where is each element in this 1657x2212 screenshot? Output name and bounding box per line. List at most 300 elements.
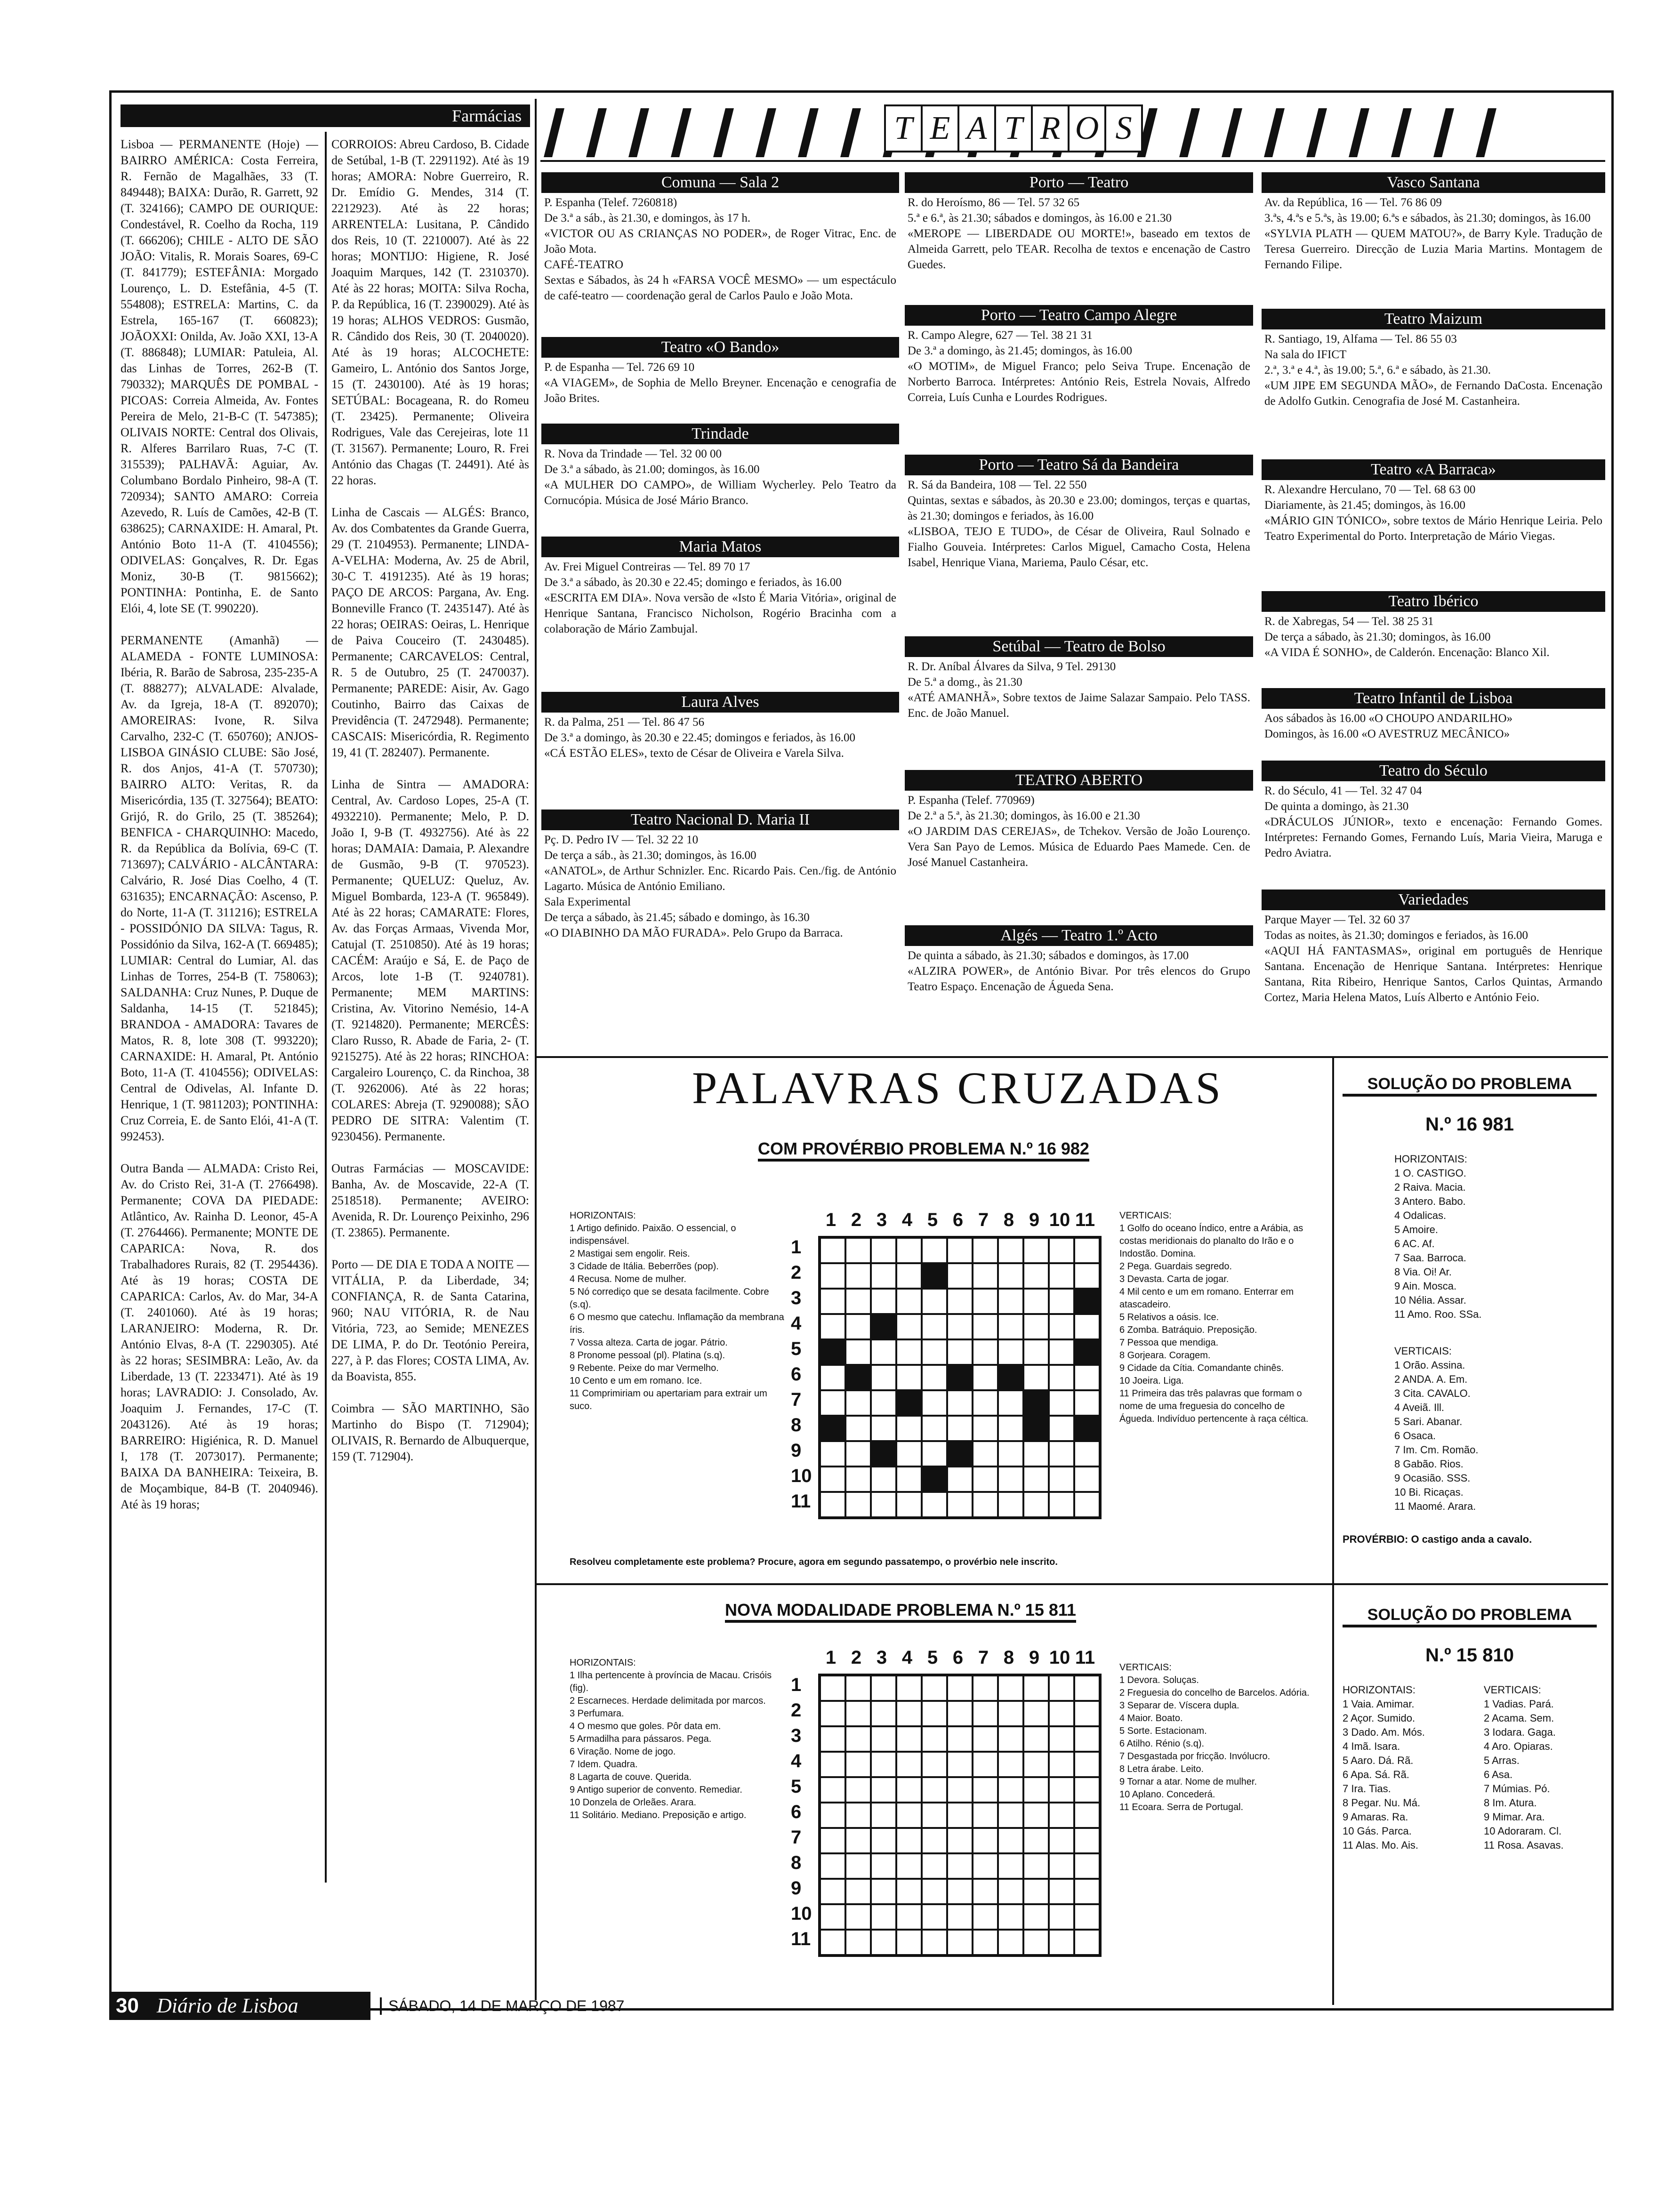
- grid-cell[interactable]: [998, 1752, 1023, 1777]
- grid-cell[interactable]: [1023, 1853, 1049, 1879]
- grid-cell[interactable]: [1074, 1314, 1100, 1339]
- grid-cell[interactable]: [998, 1777, 1023, 1803]
- grid-cell[interactable]: [871, 1339, 896, 1365]
- teatros-title: [884, 104, 1143, 152]
- grid-cell[interactable]: [947, 1930, 973, 1955]
- grid-cell[interactable]: [845, 1675, 871, 1701]
- grid-cell[interactable]: [1049, 1238, 1074, 1263]
- grid-cell[interactable]: [845, 1803, 871, 1828]
- grid-cell[interactable]: [922, 1853, 947, 1879]
- grid-cell[interactable]: [1023, 1339, 1049, 1365]
- grid-cell[interactable]: [871, 1390, 896, 1416]
- grid-cell[interactable]: [1049, 1314, 1074, 1339]
- grid-number: 10: [1049, 1647, 1070, 1668]
- grid-cell[interactable]: [998, 1904, 1023, 1930]
- grid-cell[interactable]: [1074, 1441, 1100, 1467]
- crossword-grid[interactable]: [818, 1236, 1102, 1519]
- grid-cell[interactable]: [820, 1238, 845, 1263]
- grid-cell[interactable]: [845, 1853, 871, 1879]
- grid-cell[interactable]: [1049, 1365, 1074, 1390]
- grid-cell[interactable]: [922, 1701, 947, 1726]
- listing-text: R. Dr. Aníbal Álvares da Silva, 9 Tel. 29130 De 5.ª a domg., às 21.30 «ATÉ AMANHÃ», Sobre textos de Jaime Salazar Sampaio. Pelo TASS. Enc. de João Manuel.: [908, 660, 1250, 720]
- grid-cell[interactable]: [820, 1365, 845, 1390]
- listing-text: Pç. D. Pedro IV — Tel. 32 22 10 De terça a sáb., às 21.30; domingos, às 16.00 «ANATOL», de Arthur Schnizler. Enc. Ricardo Pais. Cen./fig. de António Lagarto. Música de António Emiliano. Sala Experimental De terça a sábado, às 21.45; sábado e domingo, às 16.30 «O DIABINHO DA MÃO FURADA». Pelo Grupo da Barraca.: [544, 834, 896, 939]
- grid-cell[interactable]: [820, 1879, 845, 1904]
- grid-cell[interactable]: [896, 1467, 922, 1492]
- solution-verticals: VERTICAIS: 1 Orão. Assina. 2 ANDA. A. Em. 3 Cita. CAVALO. 4 Aveiã. Ill. 5 Sari. Abanar. 6 Osaca. 7 Im. Cm. Romão. 8 Gabão. Rios. 9 Ocasião. SSS. 10 Bi. Ricaças. 11 Maomé. Arara.: [1394, 1345, 1479, 1512]
- grid-cell[interactable]: [896, 1675, 922, 1701]
- row-numbers: [791, 1675, 812, 1954]
- grid-cell[interactable]: [922, 1904, 947, 1930]
- grid-cell[interactable]: [871, 1289, 896, 1314]
- grid-cell[interactable]: [1023, 1441, 1049, 1467]
- grid-cell[interactable]: [871, 1904, 896, 1930]
- grid-cell[interactable]: [973, 1492, 998, 1517]
- grid-number: 1: [825, 1647, 837, 1668]
- grid-cell[interactable]: [1074, 1675, 1100, 1701]
- grid-cell[interactable]: [1074, 1803, 1100, 1828]
- grid-cell[interactable]: [947, 1416, 973, 1441]
- grid-cell[interactable]: [973, 1289, 998, 1314]
- grid-cell[interactable]: [973, 1238, 998, 1263]
- listing-text: De quinta a sábado, às 21.30; sábados e domingos, às 17.00 «ALZIRA POWER», de António Bivar. Por três elencos do Grupo Teatro Espaço. Encenação de Águeda Sena.: [908, 949, 1250, 993]
- grid-cell[interactable]: [1074, 1416, 1100, 1441]
- grid-cell[interactable]: [871, 1365, 896, 1390]
- grid-number: 8: [791, 1415, 802, 1435]
- grid-cell[interactable]: [1023, 1416, 1049, 1441]
- grid-cell[interactable]: [998, 1853, 1023, 1879]
- grid-cell[interactable]: [820, 1314, 845, 1339]
- grid-cell[interactable]: [922, 1930, 947, 1955]
- listing-text: R. Alexandre Herculano, 70 — Tel. 68 63 00 Diariamente, às 21.45; domingos, às 16.00 «MÁRIO GIN TÓNICO», sobre textos de Mário Henrique Leiria. Pelo Teatro Experimental do Porto. Interpretação de Mário Viegas.: [1264, 483, 1602, 543]
- grid-cell[interactable]: [896, 1701, 922, 1726]
- grid-cell[interactable]: [973, 1339, 998, 1365]
- grid-cell[interactable]: [1074, 1238, 1100, 1263]
- grid-cell[interactable]: [998, 1828, 1023, 1853]
- grid-cell[interactable]: [1023, 1930, 1049, 1955]
- grid-cell[interactable]: [845, 1289, 871, 1314]
- grid-number: 4: [901, 1210, 913, 1230]
- grid-cell[interactable]: [1049, 1289, 1074, 1314]
- grid-cell[interactable]: [1049, 1930, 1074, 1955]
- grid-cell[interactable]: [1049, 1726, 1074, 1752]
- grid-cell[interactable]: [947, 1467, 973, 1492]
- grid-cell[interactable]: [871, 1777, 896, 1803]
- grid-cell[interactable]: [820, 1441, 845, 1467]
- grid-cell[interactable]: [1023, 1263, 1049, 1289]
- grid-cell[interactable]: [1074, 1701, 1100, 1726]
- listing-text: R. do Século, 41 — Tel. 32 47 04 De quinta a domingo, às 21.30 «DRÁCULOS JÚNIOR», texto e encenação: Fernando Gomes. Intérpretes: Fernando Gomes, Fernando Luís, Maria Vieira, Maruga e Pedro Aviatra.: [1264, 785, 1602, 859]
- grid-cell[interactable]: [947, 1365, 973, 1390]
- grid-cell[interactable]: [1074, 1828, 1100, 1853]
- grid-cell[interactable]: [947, 1777, 973, 1803]
- grid-cell[interactable]: [947, 1904, 973, 1930]
- grid-cell[interactable]: [947, 1752, 973, 1777]
- grid-cell[interactable]: [845, 1930, 871, 1955]
- grid-cell[interactable]: [1023, 1803, 1049, 1828]
- grid-cell[interactable]: [922, 1675, 947, 1701]
- listing-header: Porto — Teatro Campo Alegre: [905, 305, 1253, 326]
- grid-cell[interactable]: [973, 1853, 998, 1879]
- grid-cell[interactable]: [1074, 1492, 1100, 1517]
- grid-cell[interactable]: [973, 1752, 998, 1777]
- grid-cell[interactable]: [973, 1701, 998, 1726]
- grid-cell[interactable]: [845, 1828, 871, 1853]
- grid-cell[interactable]: [845, 1904, 871, 1930]
- grid-cell[interactable]: [871, 1752, 896, 1777]
- grid-cell[interactable]: [896, 1238, 922, 1263]
- grid-cell[interactable]: [845, 1879, 871, 1904]
- grid-cell[interactable]: [871, 1726, 896, 1752]
- grid-cell[interactable]: [922, 1777, 947, 1803]
- grid-cell[interactable]: [1074, 1853, 1100, 1879]
- grid-cell[interactable]: [871, 1828, 896, 1853]
- grid-cell[interactable]: [820, 1390, 845, 1416]
- grid-cell[interactable]: [1023, 1777, 1049, 1803]
- grid-cell[interactable]: [1074, 1289, 1100, 1314]
- grid-cell[interactable]: [973, 1390, 998, 1416]
- grid-cell[interactable]: [973, 1930, 998, 1955]
- grid-cell[interactable]: [845, 1339, 871, 1365]
- grid-cell[interactable]: [947, 1879, 973, 1904]
- grid-cell[interactable]: [1049, 1339, 1074, 1365]
- grid-cell[interactable]: [820, 1339, 845, 1365]
- grid-cell[interactable]: [820, 1675, 845, 1701]
- grid-cell[interactable]: [845, 1390, 871, 1416]
- grid-cell[interactable]: [820, 1803, 845, 1828]
- listing-text: P. de Espanha — Tel. 726 69 10 «A VIAGEM», de Sophia de Mello Breyner. Encenação e cenografia de João Brites.: [544, 361, 896, 405]
- grid-cell[interactable]: [1023, 1314, 1049, 1339]
- listing-text: Parque Mayer — Tel. 32 60 37 Todas as noites, às 21.30; domingos e feriados, às 16.00 «AQUI HÁ FANTASMAS», original em português de Henrique Santana. Encenação de Henrique Santana. Intérpretes: Henrique Santana, Rita Ribeiro, Henrique Santos, Carlos Quintas, Armando Cortez, Maria Helena Matos, Luís Alberto e António Feio.: [1264, 914, 1602, 1004]
- grid-cell[interactable]: [922, 1441, 947, 1467]
- grid-cell[interactable]: [820, 1752, 845, 1777]
- grid-cell[interactable]: [845, 1701, 871, 1726]
- grid-cell[interactable]: [1023, 1879, 1049, 1904]
- grid-cell[interactable]: [845, 1314, 871, 1339]
- grid-cell[interactable]: [1023, 1492, 1049, 1517]
- grid-cell[interactable]: [871, 1467, 896, 1492]
- grid-cell[interactable]: [845, 1441, 871, 1467]
- grid-cell[interactable]: [947, 1238, 973, 1263]
- grid-cell[interactable]: [1049, 1828, 1074, 1853]
- listing-teatro-nacional: [541, 809, 899, 1050]
- grid-cell[interactable]: [922, 1879, 947, 1904]
- grid-cell[interactable]: [896, 1828, 922, 1853]
- grid-cell[interactable]: [845, 1238, 871, 1263]
- grid-cell[interactable]: [998, 1879, 1023, 1904]
- grid-cell[interactable]: [896, 1390, 922, 1416]
- grid-cell[interactable]: [973, 1675, 998, 1701]
- solution-number: N.º 16 981: [1425, 1114, 1514, 1135]
- grid-cell[interactable]: [845, 1777, 871, 1803]
- grid-cell[interactable]: [947, 1803, 973, 1828]
- grid-cell[interactable]: [1049, 1701, 1074, 1726]
- grid-cell[interactable]: [1049, 1492, 1074, 1517]
- grid-cell[interactable]: [1074, 1339, 1100, 1365]
- grid-cell[interactable]: [1074, 1726, 1100, 1752]
- grid-cell[interactable]: [998, 1390, 1023, 1416]
- grid-number: 4: [791, 1313, 802, 1334]
- grid-cell[interactable]: [1023, 1904, 1049, 1930]
- grid-cell[interactable]: [1074, 1879, 1100, 1904]
- grid-cell[interactable]: [896, 1416, 922, 1441]
- grid-cell[interactable]: [871, 1803, 896, 1828]
- section-rule: [535, 1056, 1608, 1058]
- grid-cell[interactable]: [922, 1339, 947, 1365]
- listing-seculo: [1262, 761, 1605, 888]
- grid-cell[interactable]: [947, 1289, 973, 1314]
- grid-number: 8: [1003, 1647, 1014, 1668]
- title-letter: O: [1070, 104, 1106, 152]
- grid-cell[interactable]: [871, 1930, 896, 1955]
- grid-cell[interactable]: [1023, 1828, 1049, 1853]
- grid-cell[interactable]: [871, 1879, 896, 1904]
- grid-cell[interactable]: [1074, 1777, 1100, 1803]
- grid-cell[interactable]: [998, 1701, 1023, 1726]
- grid-cell[interactable]: [947, 1390, 973, 1416]
- listing-text: R. de Xabregas, 54 — Tel. 38 25 31 De terça a sábado, às 21.30; domingos, às 16.00 «A VIDA É SONHO», de Calderón. Encenação: Blanco Xil.: [1264, 615, 1550, 659]
- page-number: 30: [109, 1992, 145, 2020]
- grid-cell[interactable]: [947, 1726, 973, 1752]
- grid-cell[interactable]: [998, 1289, 1023, 1314]
- grid-cell[interactable]: [1049, 1803, 1074, 1828]
- grid-cell[interactable]: [998, 1803, 1023, 1828]
- grid-cell[interactable]: [1074, 1904, 1100, 1930]
- grid-cell[interactable]: [922, 1289, 947, 1314]
- grid-cell[interactable]: [998, 1467, 1023, 1492]
- grid-cell[interactable]: [947, 1314, 973, 1339]
- grid-cell[interactable]: [871, 1263, 896, 1289]
- grid-cell[interactable]: [973, 1879, 998, 1904]
- grid-number: 4: [901, 1647, 913, 1668]
- listing-laura-alves: [541, 692, 899, 805]
- grid-cell[interactable]: [845, 1416, 871, 1441]
- grid-cell[interactable]: [947, 1675, 973, 1701]
- grid-cell[interactable]: [896, 1930, 922, 1955]
- grid-cell[interactable]: [947, 1339, 973, 1365]
- grid-cell[interactable]: [1074, 1390, 1100, 1416]
- grid-cell[interactable]: [998, 1365, 1023, 1390]
- grid-cell[interactable]: [1049, 1390, 1074, 1416]
- grid-cell[interactable]: [922, 1752, 947, 1777]
- grid-cell[interactable]: [845, 1752, 871, 1777]
- grid-cell[interactable]: [922, 1390, 947, 1416]
- grid-cell[interactable]: [1074, 1930, 1100, 1955]
- listing-header: Maria Matos: [541, 537, 899, 557]
- grid-cell[interactable]: [1023, 1701, 1049, 1726]
- grid-cell[interactable]: [896, 1726, 922, 1752]
- grid-cell[interactable]: [998, 1726, 1023, 1752]
- listing-header: Teatro Nacional D. Maria II: [541, 809, 899, 830]
- grid-cell[interactable]: [896, 1365, 922, 1390]
- grid-cell[interactable]: [896, 1879, 922, 1904]
- grid-cell[interactable]: [1049, 1416, 1074, 1441]
- grid-cell[interactable]: [973, 1263, 998, 1289]
- grid-cell[interactable]: [973, 1467, 998, 1492]
- grid-cell[interactable]: [820, 1416, 845, 1441]
- grid-cell[interactable]: [845, 1365, 871, 1390]
- grid-cell[interactable]: [973, 1441, 998, 1467]
- grid-cell[interactable]: [947, 1701, 973, 1726]
- grid-cell[interactable]: [998, 1314, 1023, 1339]
- farmacias-column-1: Lisboa — PERMANENTE (Hoje) — BAIRRO AMÉRICA: Costa Ferreira, R. Fernão de Magalhães, 33 (T. 849448); BAIXA: Durão, R. Garrett, 92 (T. 324166); CAMPO DE OURIQUE: Condestável, R. Coelho da Rocha, 119 (T. 666206); CHILE - ALTO DE SÃO JOÃO: Vitalis, R. Morais Soares, 69-C (T. 841779); ESTEFÂNIA: Morgado Lourenço, L. D. Estefânia, 4-5 (T. 554808); ESTRELA: Martins, C. da Estrela, 165-167 (T. 660823); JOÃOXXI: Onilda, Av. João XXI, 13-A (T. 886848); LUMIAR: Patuleia, Al. das Linhas de Torres, 262-B (T. 790332); MARQUÊS DE POMBAL - PICOAS: Correia Almeida, Av. Fontes Pereira de Melo, 21-B-C (T. 547385); OLIVAIS NORTE: Central dos Olivais, R. Alferes Barrilaro Ruas, 7-C (T. 315539); PALHAVÃ: Aguiar, Av. Columbano Bordalo Pinheiro, 98-A (T. 720934); SANTO AMARO: Correia Azevedo, R. Luís de Camões, 42-B (T. 638625); CARNAXIDE: H. Amaral, Pt. António Boto 11-A (T. 4104556); ODIVELAS: Gonçalves, R. Dr. Egas Moniz, 30-B (T. 9815662); PONTINHA: Pontinha, E. de Santo Elói, 4, lote SE (T. 990220). PERMANENTE (Amanhã) — ALAMEDA - FONTE LUMINOSA: Ibéria, R. Barão de Sabrosa, 235-235-A (T. 888277); ALVALADE: Alvalade, Av. da Igreja, 18-A (T. 892070); AMOREIRAS: Ivone, R. Silva Carvalho, 232-C (T. 650760); ANJOS-LISBOA GINÁSIO CLUBE: São José, R. dos Anjos, 41-A (T. 570730); BAIRRO ALTO: Veritas, R. da Misericórdia, 135 (T. 327564); BEATO: Grijó, R. do Grilo, 25 (T. 385264); BENFICA - CHARQUINHO: Macedo, R. da República da Bolívia, 69-C (T. 713697); CALVÁRIO - ALCÂNTARA: Calvário, R. José Dias Coelho, 4 (T. 631635); ENCARNAÇÃO: Ascenso, P. do Norte, 11-A (T. 311216); ESTRELA - POSSIDÓNIO DA SILVA: Tagus, R. Possidónio da Silva, 162-A (T. 669485); LUMIAR: Central do Lumiar, Al. das Linhas de Torres, 254-B (T. 758063); SALDANHA: Cruz Nunes, P. Duque de Saldanha, 14-15 (T. 521845); BRANDOA - AMADORA: Tavares de Matos, R. 8, lote 308 (T. 993220); CARNAXIDE: H. Amaral, Pt. António Boto, 11-A (T. 4104556); ODIVELAS: Central de Odivelas, Al. Infante D. Henrique, 1 (T. 9811203); PONTINHA: Cruz Correia, E. de Santo Elói, 41-A (T. 992453). Outra Banda — ALMADA: Cristo Rei, Av. do Cristo Rei, 31-A (T. 2766498). Permanente; COVA DA PIEDADE: Atlântico, Av. Rainha D. Leonor, 45-A (T. 2764466). Permanente; MONTE DE CAPARICA: Nova, R. dos Trabalhadores Rurais, 82 (T. 2954436). Até às 19 horas; COSTA DE CAPARICA: Carlos, Av. do Mar, 34-A (T. 2401060). Até às 19 horas; LARANJEIRO: Moderna, R. Dr. António Elvas, 8-A (T. 2290305). Até às 22 horas; SESIMBRA: Leão, Av. da Liberdade, 13 (T. 2233471). Até às 19 horas; LAVRADIO: J. Consolado, Av. Joaquim J. Fernandes, 17-C (T. 2043126). Até às 19 horas; BARREIRO: Higiénica, R. D. Manuel I, 178 (T. 2073017). Permanente; BAIXA DA BANHEIRA: Teixeira, B. de Moçambique, 84-B (T. 2040946). Até às 19 horas;: [121, 137, 318, 1511]
- grid-cell[interactable]: [820, 1701, 845, 1726]
- grid-cell[interactable]: [896, 1339, 922, 1365]
- grid-cell[interactable]: [820, 1904, 845, 1930]
- grid-cell[interactable]: [1049, 1467, 1074, 1492]
- grid-cell[interactable]: [845, 1726, 871, 1752]
- listing-text: Av. da República, 16 — Tel. 76 86 09 3.ªs, 4.ªs e 5.ªs, às 19.00; 6.ªs e sábados, às 21.30; domingos, às 16.00 «SYLVIA PLATH — QUEM MATOU?», de Barry Kyle. Tradução de Teresa Guerreiro. Direcção de Luzia Maria Martins. Montagem de Fernando Filipe.: [1264, 196, 1602, 271]
- grid-cell[interactable]: [1049, 1904, 1074, 1930]
- listing-header: Porto — Teatro Sá da Bandeira: [905, 455, 1253, 475]
- grid-cell[interactable]: [871, 1416, 896, 1441]
- grid-cell[interactable]: [896, 1314, 922, 1339]
- listing-sa-bandeira: [905, 455, 1253, 633]
- grid-cell[interactable]: [896, 1492, 922, 1517]
- listing-text: R. do Heroísmo, 86 — Tel. 57 32 65 5.ª e 6.ª, às 21.30; sábados e domingos, às 16.00 e 21.30 «MEROPE — LIBERDADE OU MORTE!», baseado em textos de Almeida Garrett, pelo TEAR. Recolha de textos e encenação de Castro Guedes.: [908, 196, 1250, 271]
- grid-number: 11: [791, 1929, 811, 1949]
- grid-cell[interactable]: [947, 1441, 973, 1467]
- grid-cell[interactable]: [1023, 1390, 1049, 1416]
- grid-cell[interactable]: [922, 1314, 947, 1339]
- grid-cell[interactable]: [1049, 1777, 1074, 1803]
- grid-cell[interactable]: [998, 1675, 1023, 1701]
- grid-cell[interactable]: [871, 1314, 896, 1339]
- grid-number: 7: [791, 1827, 802, 1848]
- grid-cell[interactable]: [922, 1238, 947, 1263]
- grid-cell[interactable]: [896, 1904, 922, 1930]
- grid-cell[interactable]: [820, 1930, 845, 1955]
- grid-cell[interactable]: [820, 1263, 845, 1289]
- grid-cell[interactable]: [896, 1777, 922, 1803]
- grid-cell[interactable]: [1049, 1441, 1074, 1467]
- grid-cell[interactable]: [973, 1777, 998, 1803]
- grid-cell[interactable]: [1023, 1238, 1049, 1263]
- grid-cell[interactable]: [820, 1492, 845, 1517]
- grid-cell[interactable]: [820, 1289, 845, 1314]
- grid-cell[interactable]: [1074, 1467, 1100, 1492]
- grid-cell[interactable]: [820, 1777, 845, 1803]
- grid-cell[interactable]: [1049, 1752, 1074, 1777]
- section-rule: [535, 1583, 1608, 1585]
- grid-cell[interactable]: [922, 1828, 947, 1853]
- grid-cell[interactable]: [922, 1492, 947, 1517]
- grid-cell[interactable]: [1049, 1879, 1074, 1904]
- grid-cell[interactable]: [947, 1853, 973, 1879]
- grid-cell[interactable]: [922, 1263, 947, 1289]
- grid-cell[interactable]: [1074, 1752, 1100, 1777]
- listing-text: P. Espanha (Telef. 7260818) De 3.ª a sáb., às 21.30, e domingos, às 17 h. «VICTOR OU AS CRIANÇAS NO PODER», de Roger Vitrac, Enc. de João Mota. CAFÉ-TEATRO Sextas e Sábados, às 24 h «FARSA VOCÊ MESMO» — um espectáculo de café-teatro — coordenação geral de Carlos Paulo e João Mota.: [544, 196, 896, 302]
- listing-porto-teatro: [905, 172, 1253, 299]
- grid-cell[interactable]: [973, 1828, 998, 1853]
- grid-cell[interactable]: [973, 1365, 998, 1390]
- grid-cell[interactable]: [998, 1339, 1023, 1365]
- grid-cell[interactable]: [922, 1416, 947, 1441]
- solution-horizontals: HORIZONTAIS: 1 O. CASTIGO. 2 Raiva. Macia. 3 Antero. Babo. 4 Odalicas. 5 Amoire. 6 AC. Af. 7 Saa. Barroca. 8 Via. Oi! Ar. 9 Ain. Mosca. 10 Nélia. Assar. 11 Amo. Roo. SSa.: [1394, 1153, 1482, 1320]
- grid-number: 5: [791, 1338, 802, 1359]
- grid-cell[interactable]: [973, 1314, 998, 1339]
- grid-cell[interactable]: [1023, 1289, 1049, 1314]
- grid-cell[interactable]: [871, 1441, 896, 1467]
- grid-cell[interactable]: [947, 1263, 973, 1289]
- grid-cell[interactable]: [1023, 1726, 1049, 1752]
- listing-barraca: [1262, 459, 1605, 591]
- grid-cell[interactable]: [896, 1803, 922, 1828]
- grid-cell[interactable]: [896, 1441, 922, 1467]
- grid-cell[interactable]: [845, 1263, 871, 1289]
- grid-cell[interactable]: [998, 1263, 1023, 1289]
- grid-cell[interactable]: [922, 1726, 947, 1752]
- grid-number: 2: [791, 1262, 802, 1283]
- column-numbers: [818, 1210, 1098, 1231]
- grid-cell[interactable]: [1049, 1675, 1074, 1701]
- grid-cell[interactable]: [973, 1803, 998, 1828]
- listing-text: Av. Frei Miguel Contreiras — Tel. 89 70 17 De 3.ª a sábado, às 20.30 e 22.45; domingo e feriados, às 16.00 «ESCRITA EM DIA». Nova versão de «Isto É Maria Vitória», original de Henrique Santana, Francisco Nicholson, Rogério Bracinha com a colaboração de Mário Zambujal.: [544, 561, 896, 635]
- grid-cell[interactable]: [922, 1365, 947, 1390]
- listing-header: Setúbal — Teatro de Bolso: [905, 636, 1253, 657]
- listing-text: Aos sábados às 16.00 «O CHOUPO ANDARILHO» Domingos, às 16.00 «O AVESTRUZ MECÂNICO»: [1264, 712, 1513, 740]
- listing-maizum: [1262, 309, 1605, 455]
- listing-header: Teatro Maizum: [1262, 309, 1605, 329]
- grid-cell[interactable]: [871, 1701, 896, 1726]
- grid-number: 11: [791, 1491, 811, 1512]
- grid-cell[interactable]: [871, 1675, 896, 1701]
- grid-cell[interactable]: [871, 1238, 896, 1263]
- grid-cell[interactable]: [1023, 1365, 1049, 1390]
- title-letter: E: [923, 104, 959, 152]
- crossword2-grid[interactable]: [818, 1674, 1102, 1957]
- listing-text: R. Nova da Trindade — Tel. 32 00 00 De 3.ª a sábado, às 21.00; domingos, às 16.00 «A MULHER DO CAMPO», de William Wycherley. Pelo Teatro da Cornucópia. Música de José Mário Branco.: [544, 448, 896, 507]
- grid-cell[interactable]: [998, 1441, 1023, 1467]
- grid-cell[interactable]: [845, 1467, 871, 1492]
- grid-cell[interactable]: [871, 1492, 896, 1517]
- grid-cell[interactable]: [820, 1467, 845, 1492]
- grid-cell[interactable]: [871, 1853, 896, 1879]
- grid-cell[interactable]: [973, 1416, 998, 1441]
- grid-cell[interactable]: [896, 1289, 922, 1314]
- grid-cell[interactable]: [1023, 1467, 1049, 1492]
- grid-cell[interactable]: [947, 1492, 973, 1517]
- grid-cell[interactable]: [922, 1803, 947, 1828]
- grid-cell[interactable]: [998, 1930, 1023, 1955]
- grid-cell[interactable]: [1074, 1263, 1100, 1289]
- listing-text: R. da Palma, 251 — Tel. 86 47 56 De 3.ª a domingo, às 20.30 e 22.45; domingos e feriados, às 16.00 «CÁ ESTÃO ELES», texto de César de Oliveira e Varela Silva.: [544, 716, 855, 760]
- grid-cell[interactable]: [1049, 1853, 1074, 1879]
- grid-cell[interactable]: [973, 1904, 998, 1930]
- grid-number: 9: [791, 1440, 802, 1461]
- grid-cell[interactable]: [922, 1467, 947, 1492]
- grid-number: 2: [851, 1647, 862, 1668]
- grid-number: 4: [791, 1751, 802, 1771]
- grid-cell[interactable]: [896, 1853, 922, 1879]
- grid-cell[interactable]: [845, 1492, 871, 1517]
- grid-number: 10: [791, 1903, 812, 1924]
- grid-cell[interactable]: [998, 1492, 1023, 1517]
- grid-cell[interactable]: [896, 1752, 922, 1777]
- grid-cell[interactable]: [820, 1853, 845, 1879]
- grid-cell[interactable]: [998, 1416, 1023, 1441]
- grid-cell[interactable]: [896, 1263, 922, 1289]
- grid-cell[interactable]: [1049, 1263, 1074, 1289]
- grid-cell[interactable]: [947, 1828, 973, 1853]
- grid-cell[interactable]: [820, 1726, 845, 1752]
- grid-cell[interactable]: [1023, 1675, 1049, 1701]
- grid-cell[interactable]: [820, 1828, 845, 1853]
- grid-cell[interactable]: [1023, 1752, 1049, 1777]
- grid-cell[interactable]: [998, 1238, 1023, 1263]
- grid-cell[interactable]: [973, 1726, 998, 1752]
- grid-cell[interactable]: [1074, 1365, 1100, 1390]
